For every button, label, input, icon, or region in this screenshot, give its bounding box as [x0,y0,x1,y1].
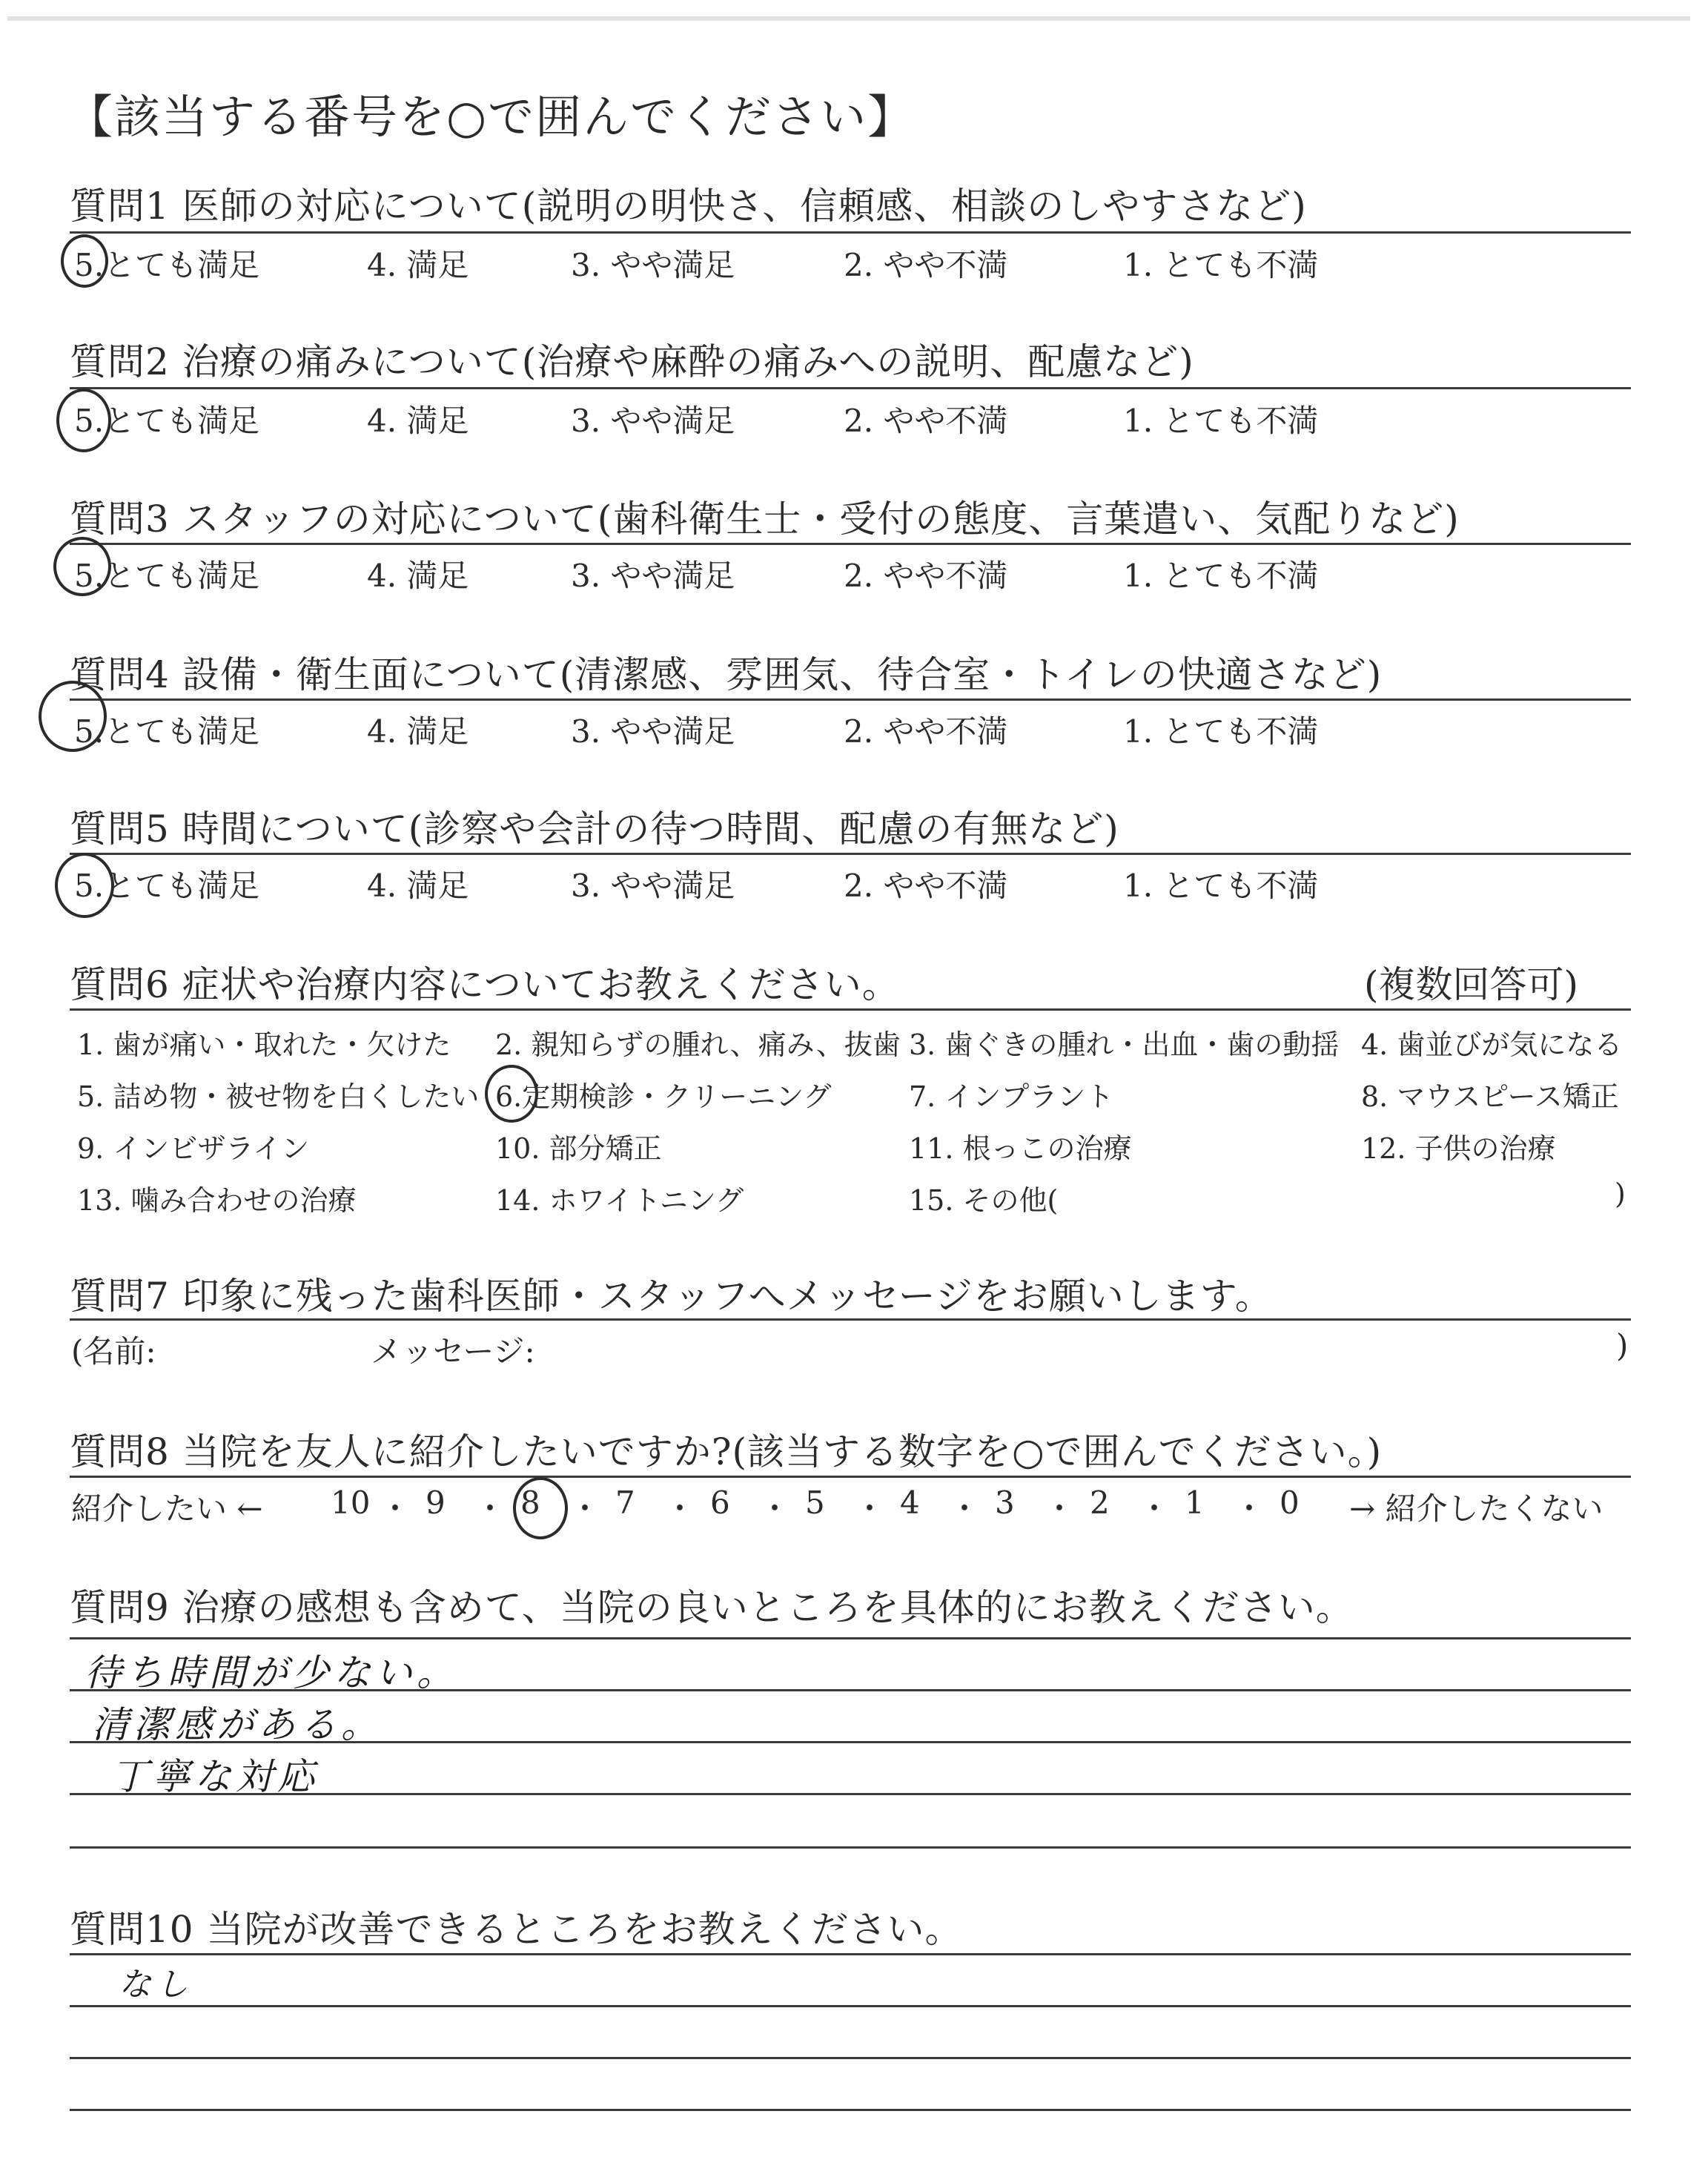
question-10-rule-1 [70,1953,1631,1955]
q5-option-4[interactable]: 4. 満足 [367,868,469,904]
q3-option-2[interactable]: 2. やや不満 [844,558,1008,594]
question-1-rule [70,231,1631,234]
q3-option-4[interactable]: 4. 満足 [367,558,469,594]
question-4-title: 質問4 設備・衛生面について(清潔感、雰囲気、待合室・トイレの快適さなど) [70,653,1383,696]
question-10-rule-3 [70,2057,1631,2059]
q6-option-12[interactable]: 12. 子供の治療 [1361,1132,1556,1165]
q2-option-5[interactable]: 5.とても満足 [74,403,260,439]
q6-option-13[interactable]: 13. 噛み合わせの治療 [77,1184,357,1217]
q8-scale-6[interactable]: 6 [710,1484,730,1521]
q4-option-1[interactable]: 1. とても不満 [1123,713,1319,750]
q6-option-4[interactable]: 4. 歯並びが気になる [1361,1028,1623,1061]
q6-option-14[interactable]: 14. ホワイトニング [495,1184,744,1217]
q5-option-5[interactable]: 5.とても満足 [74,868,260,904]
q8-right-label: → 紹介したくない [1349,1490,1603,1527]
q1-option-1[interactable]: 1. とても不満 [1123,247,1319,283]
q8-scale-8[interactable]: 8 [520,1484,540,1521]
q6-option-2[interactable]: 2. 親知らずの腫れ、痛み、抜歯 [495,1028,901,1061]
question-9-rule-5 [70,1846,1631,1849]
q5-option-1[interactable]: 1. とても不満 [1123,868,1319,904]
q2-circled-answer [56,389,111,452]
q8-scale-separator: ・ [1234,1490,1265,1527]
q6-option-5[interactable]: 5. 詰め物・被せ物を白くしたい [77,1080,480,1113]
q8-scale-separator: ・ [854,1490,886,1527]
q1-circled-answer [61,234,108,288]
question-7-rule [70,1318,1631,1321]
question-2-title: 質問2 治療の痛みについて(治療や麻酔の痛みへの説明、配慮など) [70,340,1194,383]
question-10-rule-2 [70,2005,1631,2007]
q9-answer-line-1: 待ち時間が少ない。 [85,1651,458,1694]
q6-circled-answer [485,1065,538,1123]
q9-answer-line-3: 丁寧な対応 [111,1755,319,1798]
form-instruction: 【該当する番号を○で囲んでください】 [67,90,916,144]
q8-scale-0[interactable]: 0 [1280,1484,1300,1521]
q6-option-9[interactable]: 9. インビザライン [77,1132,310,1165]
q1-option-3[interactable]: 3. やや満足 [571,247,735,283]
question-8-rule [70,1476,1631,1478]
q5-circled-answer [55,853,114,918]
q8-scale-3[interactable]: 3 [995,1484,1015,1521]
q6-option-7[interactable]: 7. インプラント [909,1080,1114,1113]
q3-option-5[interactable]: 5.とても満足 [74,558,260,594]
q8-scale-separator: ・ [664,1490,696,1527]
q10-answer-line-1: なし [119,1966,193,2004]
q8-scale-separator: ・ [569,1490,601,1527]
scan-top-edge [7,16,1690,21]
q8-scale-separator: ・ [1044,1490,1076,1527]
q4-option-3[interactable]: 3. やや満足 [571,713,735,750]
question-9-title: 質問9 治療の感想も含めて、当院の良いところを具体的にお教えください。 [70,1586,1354,1629]
q8-scale-9[interactable]: 9 [426,1484,446,1521]
q4-option-2[interactable]: 2. やや不満 [844,713,1008,750]
q3-option-3[interactable]: 3. やや満足 [571,558,735,594]
q3-circled-answer [53,537,111,596]
q8-scale-4[interactable]: 4 [900,1484,920,1521]
question-4-rule [70,698,1631,701]
q8-scale-separator: ・ [759,1490,791,1527]
q4-circled-answer [39,681,107,752]
q7-name-label: (名前: [71,1333,156,1370]
q6-option-15[interactable]: 15. その他( [909,1184,1059,1217]
q5-option-2[interactable]: 2. やや不満 [844,868,1008,904]
question-6-title: 質問6 症状や治療内容についてお教えください。 [70,963,900,1006]
question-8-title: 質問8 当院を友人に紹介したいですか?(該当する数字を○で囲んでください。) [70,1430,1383,1473]
q6-option-6[interactable]: 6.定期検診・クリーニング [495,1080,832,1113]
q2-option-3[interactable]: 3. やや満足 [571,403,735,439]
question-3-title: 質問3 スタッフの対応について(歯科衛生士・受付の態度、言葉遣い、気配りなど) [70,498,1460,541]
q8-scale-7[interactable]: 7 [615,1484,635,1521]
question-10-title: 質問10 当院が改善できるところをお教えください。 [70,1908,963,1951]
question-5-title: 質問5 時間について(診察や会計の待つ時間、配慮の有無など) [70,807,1119,851]
q5-option-3[interactable]: 3. やや満足 [571,868,735,904]
q6-option-3[interactable]: 3. 歯ぐきの腫れ・出血・歯の動揺 [909,1028,1340,1061]
q8-scale-10[interactable]: 10 [331,1484,371,1521]
q8-scale-separator: ・ [380,1490,411,1527]
q4-option-5[interactable]: 5.とても満足 [74,713,260,750]
q8-scale-separator: ・ [474,1490,506,1527]
q8-scale-2[interactable]: 2 [1090,1484,1110,1521]
question-1-title: 質問1 医師の対応について(説明の明快さ、信頼感、相談のしやすさなど) [70,185,1307,228]
question-2-rule [70,387,1631,389]
q6-option-1[interactable]: 1. 歯が痛い・取れた・欠けた [77,1028,451,1061]
question-9-rule-1 [70,1637,1631,1639]
q2-option-2[interactable]: 2. やや不満 [844,403,1008,439]
q7-message-label: メッセージ: [371,1333,535,1370]
q6-option-8[interactable]: 8. マウスピース矯正 [1361,1080,1619,1113]
question-10-rule-4 [70,2109,1631,2111]
q2-option-4[interactable]: 4. 満足 [367,403,469,439]
question-6-rule [70,1008,1631,1011]
q3-option-1[interactable]: 1. とても不満 [1123,558,1319,594]
question-3-rule [70,543,1631,545]
q9-answer-line-2: 清潔感がある。 [92,1703,383,1746]
q2-option-1[interactable]: 1. とても不満 [1123,403,1319,439]
q8-left-label: 紹介したい ← [71,1490,263,1527]
question-5-rule [70,853,1631,855]
q8-scale-5[interactable]: 5 [805,1484,825,1521]
q7-close-paren: ) [1616,1327,1629,1364]
q1-option-4[interactable]: 4. 満足 [367,247,469,283]
question-6-note: (複数回答可) [1364,963,1579,1006]
question-7-title: 質問7 印象に残った歯科医師・スタッフへメッセージをお願いします。 [70,1275,1273,1318]
q8-scale-separator: ・ [949,1490,981,1527]
q6-option-11[interactable]: 11. 根っこの治療 [909,1132,1132,1165]
q1-option-2[interactable]: 2. やや不満 [844,247,1008,283]
q6-option-15-close: ) [1615,1178,1626,1210]
q8-scale-separator: ・ [1139,1490,1171,1527]
q6-option-10[interactable]: 10. 部分矯正 [495,1132,662,1165]
q1-option-5[interactable]: 5.とても満足 [74,247,260,283]
q4-option-4[interactable]: 4. 満足 [367,713,469,750]
q8-scale-1[interactable]: 1 [1185,1484,1205,1521]
